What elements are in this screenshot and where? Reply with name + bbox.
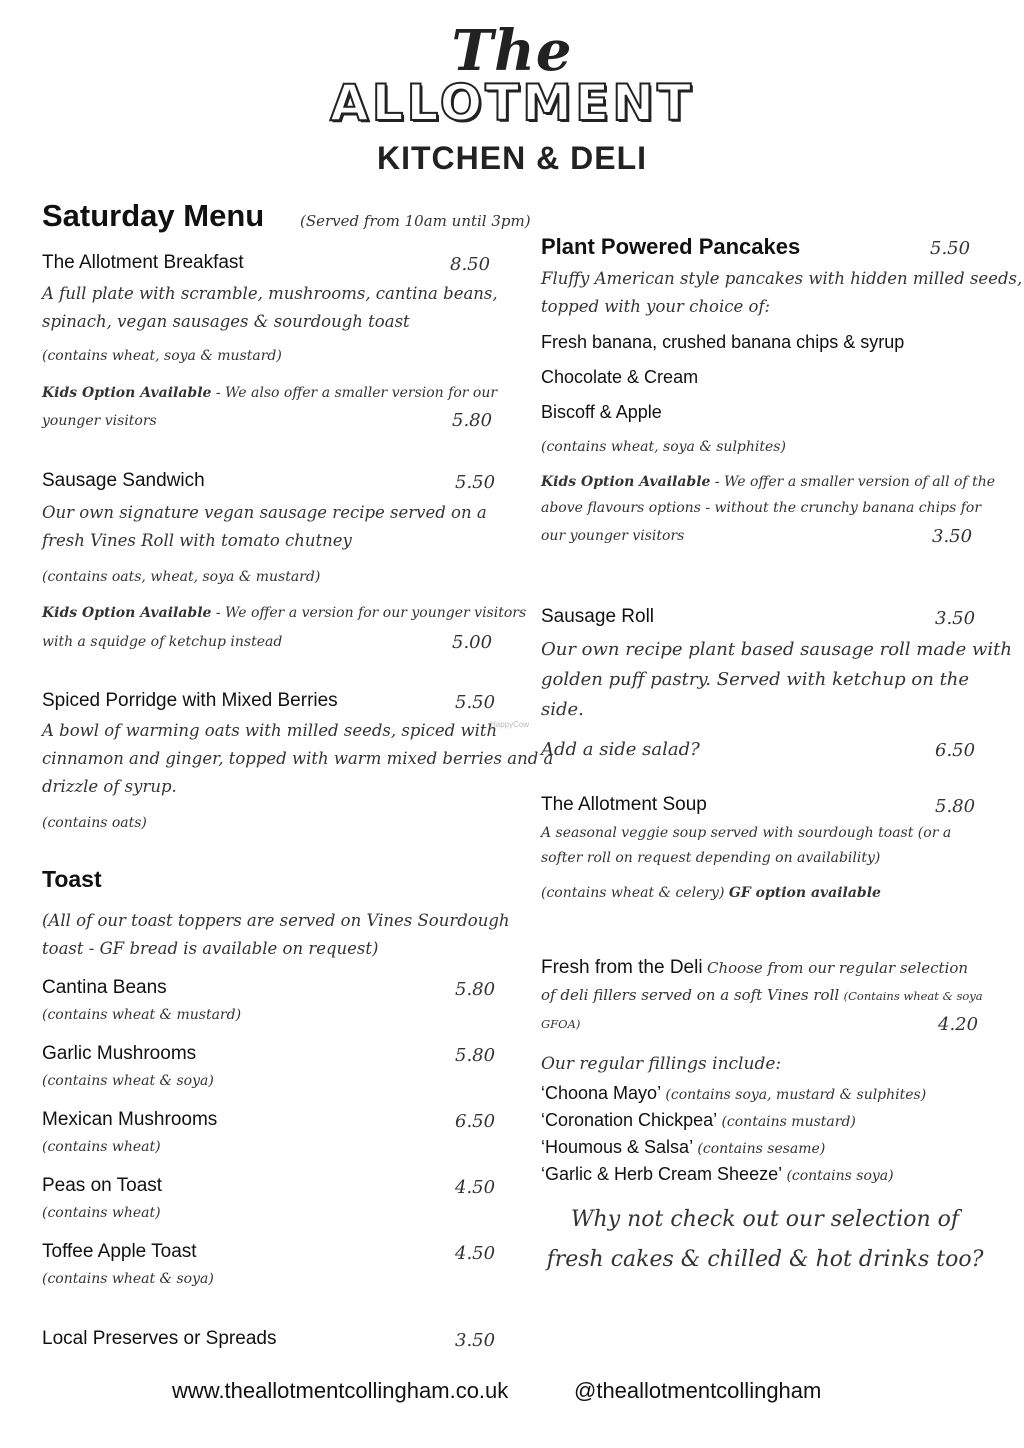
soup-desc-1: A seasonal veggie soup served with sourdough toast (or a [541,825,952,841]
soup-name: The Allotment Soup [541,794,707,815]
toast-item-allergens: (contains wheat) [42,1139,161,1155]
served-note: (Served from 10am until 3pm) [300,212,531,230]
filling-name: ‘Houmous & Salsa’ [541,1137,693,1157]
filling-note: (contains soya) [786,1168,894,1184]
pancakes-allergens: (contains wheat, soya & sulphites) [541,439,786,455]
pancakes-kids-price: 3.50 [932,526,973,547]
filling-name: ‘Garlic & Herb Cream Sheeze’ [541,1164,782,1184]
breakfast-price: 8.50 [450,254,491,275]
porridge-desc-1: A bowl of warming oats with milled seeds, spiced with [42,721,498,740]
logo-the: The [451,18,573,84]
fillings-intro: Our regular fillings include: [541,1054,782,1074]
toast-item-price: 6.50 [455,1111,496,1132]
toast-item-allergens: (contains wheat & soya) [42,1271,214,1287]
soup-allergens: (contains wheat & celery) [541,885,725,901]
toast-item-price: 4.50 [455,1177,496,1198]
porridge-name: Spiced Porridge with Mixed Berries [42,690,338,711]
breakfast-allergens: (contains wheat, soya & mustard) [42,348,282,364]
sandwich-name: Sausage Sandwich [42,470,205,491]
toast-item-name: Peas on Toast [42,1175,163,1196]
soup-price: 5.80 [935,796,976,817]
sandwich-allergens: (contains oats, wheat, soya & mustard) [42,569,321,585]
sausage-roll-price: 3.50 [935,608,976,629]
breakfast-desc-2: spinach, vegan sausages & sourdough toast [42,312,410,331]
pancakes-name: Plant Powered Pancakes [541,234,801,259]
pancakes-kids-line-1 [541,474,995,490]
soup-desc-2: softer roll on request depending on availability) [541,850,881,866]
porridge-price: 5.50 [455,692,496,713]
porridge-desc-2: cinnamon and ginger, topped with warm mixed berries and a [42,749,554,768]
cta-line-1: Why not check out our selection of [570,1207,960,1232]
filling-item [541,1083,926,1104]
sausage-roll-desc-2: golden puff pastry. Served with ketchup on the [541,669,970,690]
kids-option-text: - We offer a version for our younger visitors [215,605,527,621]
breakfast-desc-1: A full plate with scramble, mushrooms, cantina beans, [42,284,498,303]
side-salad-price: 6.50 [935,740,976,761]
breakfast-kids-line-1 [42,385,497,401]
filling-name: ‘Choona Mayo’ [541,1083,661,1103]
sandwich-kids-price: 5.00 [452,632,493,653]
kids-option-text: - We offer a smaller version of all of the [714,474,996,490]
preserves-name: Local Preserves or Spreads [42,1328,277,1349]
deli-line-2 [541,986,983,1005]
toast-note-2: toast - GF bread is available on request) [42,939,379,958]
deli-line-1 [541,957,968,979]
filling-note: (contains soya, mustard & sulphites) [665,1087,927,1103]
deli-allergens-1: (Contains wheat & soya [843,989,983,1003]
kids-option-label: Kids Option Available [42,605,212,621]
toast-item-price: 5.80 [455,979,496,1000]
toast-item-price: 4.50 [455,1243,496,1264]
toast-item-allergens: (contains wheat) [42,1205,161,1221]
sandwich-kids-line-1 [42,605,526,621]
deli-desc-2: of deli fillers served on a soft Vines roll [541,986,840,1004]
pancakes-price: 5.50 [930,238,971,259]
gf-option-label: GF option available [728,885,881,901]
pancakes-desc-1: Fluffy American style pancakes with hidden milled seeds, [541,269,1023,288]
breakfast-kids-line-2: younger visitors [42,413,157,429]
deli-price: 4.20 [938,1014,979,1035]
menu-title: Saturday Menu [42,198,265,233]
pancake-option: Biscoff & Apple [541,402,662,422]
toast-item-price: 5.80 [455,1045,496,1066]
filling-item [541,1164,894,1185]
pancakes-kids-line-3: our younger visitors [541,528,685,544]
happycow-watermark: HappyCow [490,720,530,729]
kids-option-label: Kids Option Available [42,385,212,401]
toast-heading: Toast [42,866,102,892]
filling-note: (contains mustard) [721,1114,856,1130]
porridge-allergens: (contains oats) [42,815,147,831]
filling-note: (contains sesame) [697,1141,826,1157]
side-salad-label: Add a side salad? [541,739,700,760]
sandwich-desc-1: Our own signature vegan sausage recipe served on a [42,503,487,522]
logo-allotment: ALLOTMENT [329,74,695,132]
kids-option-label: Kids Option Available [541,474,711,490]
breakfast-kids-price: 5.80 [452,410,493,431]
toast-item-allergens: (contains wheat & mustard) [42,1007,242,1023]
pancakes-desc-2: topped with your choice of: [541,297,771,316]
filling-name: ‘Coronation Chickpea’ [541,1110,717,1130]
deli-desc-1: Choose from our regular selection [707,959,969,977]
filling-item [541,1110,856,1131]
deli-allergens-2: GFOA) [541,1017,581,1031]
pancake-option: Chocolate & Cream [541,367,699,387]
filling-item [541,1137,825,1158]
cta-line-2: fresh cakes & chilled & hot drinks too? [546,1247,984,1272]
pancake-option: Fresh banana, crushed banana chips & syrup [541,332,905,352]
kids-option-text: - We also offer a smaller version for our [215,385,498,401]
porridge-desc-3: drizzle of syrup. [42,777,177,796]
toast-item-name: Toffee Apple Toast [42,1241,197,1262]
toast-item-name: Garlic Mushrooms [42,1043,197,1064]
toast-item-allergens: (contains wheat & soya) [42,1073,214,1089]
deli-name: Fresh from the Deli [541,957,703,978]
sausage-roll-desc-1: Our own recipe plant based sausage roll made with [541,639,1012,660]
footer-social-handle[interactable]: @theallotmentcollingham [574,1378,822,1403]
sandwich-kids-line-2: with a squidge of ketchup instead [42,634,283,650]
sausage-roll-desc-3: side. [541,699,584,720]
toast-item-name: Cantina Beans [42,977,167,998]
pancakes-kids-line-2: above flavours options - without the crunchy banana chips for [541,500,982,516]
footer-website[interactable]: www.theallotmentcollingham.co.uk [172,1378,509,1403]
sausage-roll-name: Sausage Roll [541,606,655,627]
sandwich-desc-2: fresh Vines Roll with tomato chutney [42,531,352,550]
toast-item-name: Mexican Mushrooms [42,1109,218,1130]
sandwich-price: 5.50 [455,472,496,493]
toast-note-1: (All of our toast toppers are served on Vines Sourdough [42,911,510,930]
preserves-price: 3.50 [455,1330,496,1351]
breakfast-name: The Allotment Breakfast [42,252,244,273]
soup-allergens-line [541,885,881,901]
logo-kitchen-deli: KITCHEN & DELI [377,140,647,176]
